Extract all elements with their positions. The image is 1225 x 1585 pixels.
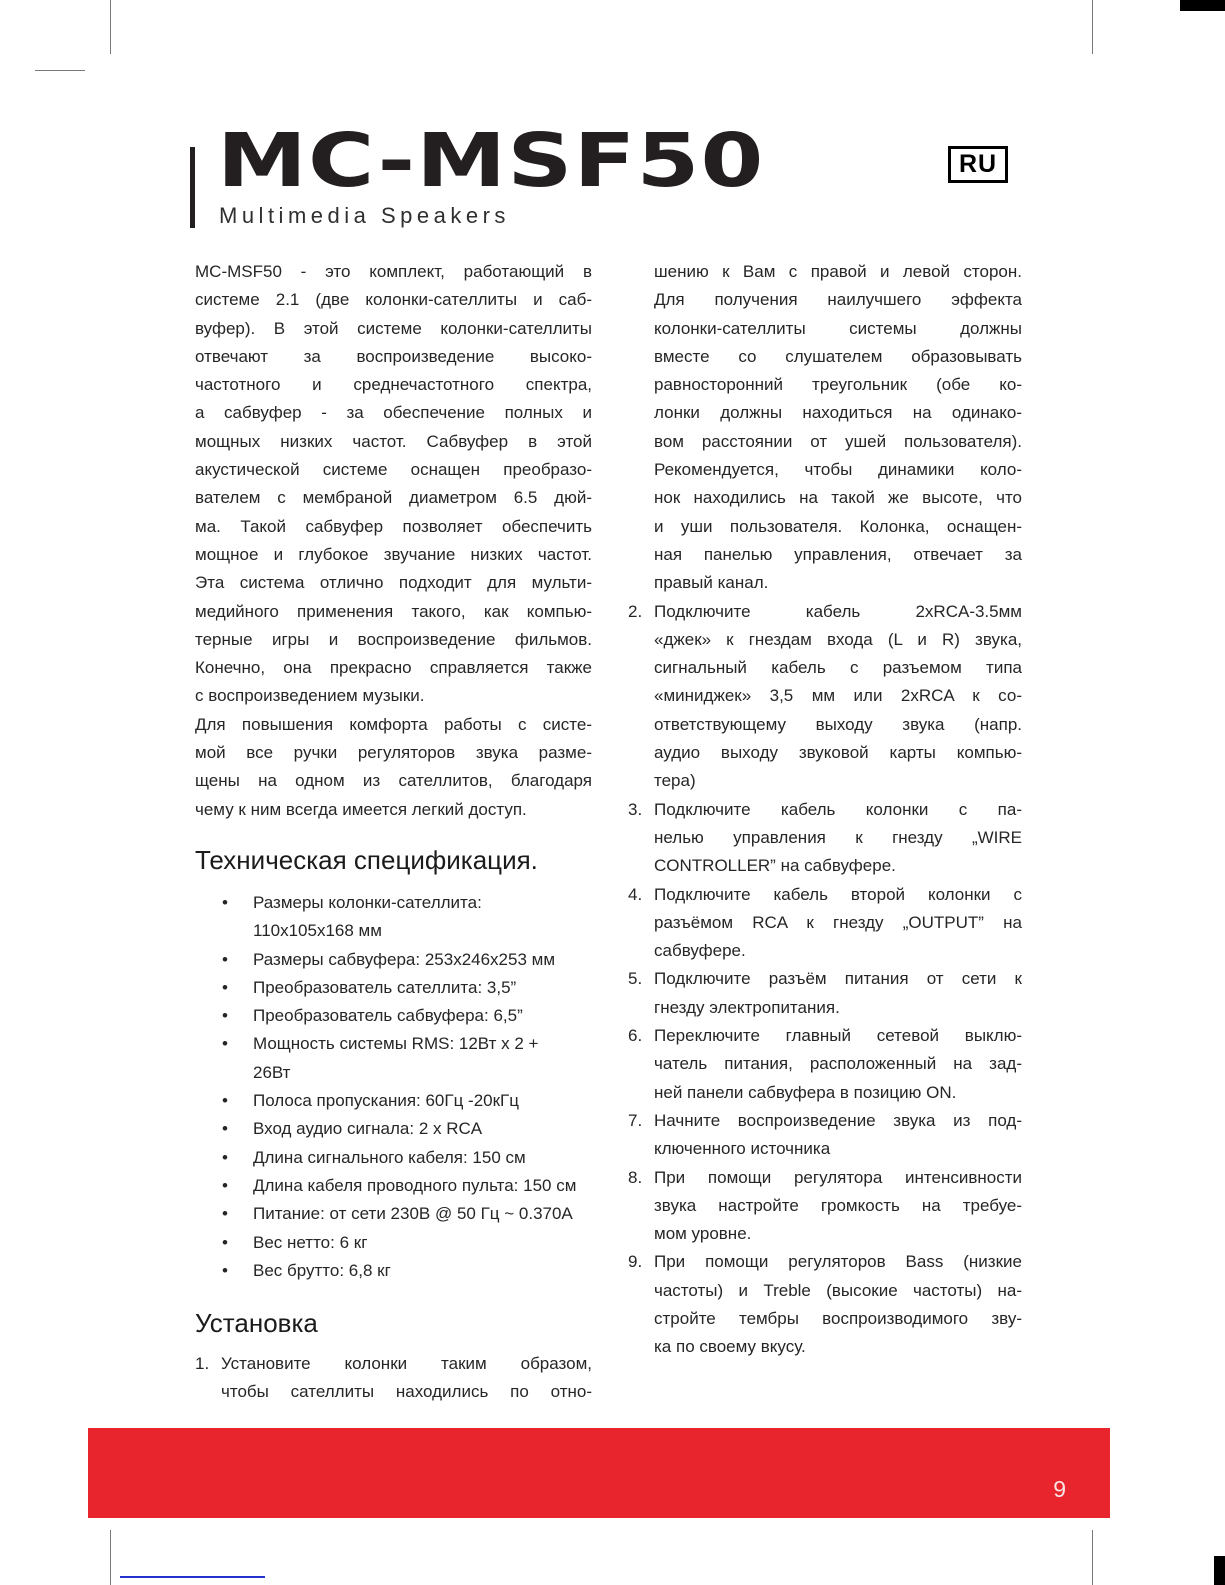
text-line: и уши пользователя. Колонка, оснащен- [654,516,1022,536]
spec-item [195,1087,592,1115]
bullet-icon: • [222,1175,228,1195]
text-line: ка по своему вкусу. [654,1337,806,1357]
bullet-icon: • [222,1147,228,1167]
spec-item [195,1002,592,1030]
text-line: Преобразователь сабвуфера: 6,5” [253,1006,523,1026]
text-line: с воспроизведением музыки. [195,686,425,706]
bullet-icon: • [222,1006,228,1026]
text-line: Начните воспроизведение звука из под- [654,1110,1022,1130]
text-line: При помощи регуляторов Bass (низкие [654,1252,1022,1272]
item-text [654,1164,1022,1249]
text-line: щены на одном из сателлитов, благодаря [195,771,592,791]
item-text [221,1350,592,1407]
item-number: 6. [628,1026,643,1046]
text-line: Вес нетто: 6 кг [253,1232,368,1252]
numbered-item [195,1350,592,1407]
text-line: «миниджек» 3,5 мм или 2xRCA к со- [654,686,1022,706]
text-line: Для получения наилучшего эффекта [654,290,1022,310]
spec-text [253,1257,592,1285]
text-line: системе 2.1 (две колонки-сателлиты и саб- [195,290,592,310]
paragraph [195,258,592,711]
text-line: вателем с мембраной диаметром 6.5 дюй- [195,488,592,508]
text-line: чему к ним всегда имеется легкий доступ. [195,799,527,819]
numbered-item [628,1022,1022,1107]
item-number: 1. [195,1354,210,1374]
numbered-item [628,1164,1022,1249]
instruction-list [628,598,1022,1362]
language-badge: RU [948,146,1008,183]
text-line: Для повышения комфорта работы с систе- [195,714,592,734]
text-line: нок находились на такой же высоте, что [654,488,1022,508]
spec-text [253,889,592,946]
text-line: «джек» к гнездам входа (L и R) звука, [654,629,1022,649]
text-line: акустической системе оснащен преобразо- [195,460,592,480]
text-line: а сабвуфер - за обеспечение полных и [195,403,592,423]
spec-text [253,1030,592,1087]
item-text [654,598,1022,796]
spec-item [195,1172,592,1200]
spec-item [195,1229,592,1257]
bullet-icon: • [222,1260,228,1280]
item-text [654,796,1022,881]
bullet-icon: • [222,1232,228,1252]
spec-item [195,974,592,1002]
spec-list [195,889,592,1285]
item-text [654,881,1022,966]
text-line: чтобы сателлиты находились по отно- [221,1382,592,1402]
item-text [654,965,1022,1022]
spec-text [253,946,592,974]
text-line: Питание: от сети 230В @ 50 Гц ~ 0.370А [253,1204,573,1224]
text-line: Полоса пропускания: 60Гц -20кГц [253,1091,519,1111]
text-line: Размеры сабвуфера: 253х246х253 мм [253,949,556,969]
bullet-icon: • [222,1119,228,1139]
bullet-icon: • [222,949,228,969]
item-number: 8. [628,1167,643,1187]
spec-item [195,946,592,974]
bullet-icon: • [222,1204,228,1224]
text-line: сигнальный кабель с разъемом типа [654,658,1022,678]
text-line: правый канал. [654,573,769,593]
spec-text [253,974,592,1002]
text-line: вуфер). В этой системе колонки-сателлиты [195,318,592,338]
text-line: равносторонний треугольник (обе ко- [654,375,1022,395]
text-line: частотного и среднечастотного спектра, [195,375,592,395]
corner-mark-bottom-right [1214,1556,1225,1585]
spec-item [195,1144,592,1172]
spec-text [253,1229,592,1257]
text-line: сабвуфере. [654,941,746,961]
text-line: CONTROLLER” на сабвуфере. [654,856,896,876]
text-line: ма. Такой сабвуфер позволяет обеспечить [195,516,592,536]
numbered-item [628,965,1022,1022]
page-number: 9 [1053,1476,1066,1502]
text-line: звука настройте громкость на требуе- [654,1195,1022,1215]
text-line: Длина сигнального кабеля: 150 см [253,1147,526,1167]
spec-item [195,1257,592,1285]
spec-item [195,889,592,946]
text-line: мой все ручки регуляторов звука разме- [195,743,592,763]
text-line: Подключите разъём питания от сети к [654,969,1022,989]
text-line: тера) [654,771,696,791]
text-line: ная панелью управления, отвечает за [654,544,1022,564]
spec-text [253,1002,592,1030]
crop-tick-left [35,70,85,71]
numbered-item [628,598,1022,796]
text-line: медийного применения такого, как компью- [195,601,592,621]
product-subtitle: Multimedia Speakers [219,203,510,228]
text-line: вом расстоянии от ушей пользователя). [654,431,1022,451]
text-line: Вход аудио сигнала: 2 х RCA [253,1119,483,1139]
text-line: аудио выходу звуковой карты компью- [654,743,1022,763]
text-line: частоты) и Treble (высокие частоты) на- [654,1280,1022,1300]
item-number: 7. [628,1110,643,1130]
text-line: Эта система отлично подходит для мульти- [195,573,592,593]
text-line: стройте тембры воспроизводимого зву- [654,1308,1022,1328]
right-column [628,258,1022,1362]
item-text [654,1107,1022,1164]
bullet-icon: • [222,1034,228,1054]
text-line: 110х105х168 мм [253,921,382,941]
numbered-item [628,881,1022,966]
spec-item [195,1200,592,1228]
item-number: 2. [628,601,643,621]
text-line: Конечно, она прекрасно справляется также [195,658,592,678]
paragraph [195,711,592,824]
text-line: Вес брутто: 6,8 кг [253,1260,391,1280]
item-number: 3. [628,799,643,819]
text-line: терные игры и воспроизведение фильмов. [195,629,592,649]
text-line: мощное и глубокое звучание низких частот. [195,544,592,564]
text-line: ключенного источника [654,1139,831,1159]
bullet-icon: • [222,892,228,912]
text-line: MC-MSF50 - это комплект, работающий в [195,262,592,281]
crop-mark-bottom-left [110,1530,111,1585]
spec-text [253,1172,592,1200]
crop-mark-top-left [110,0,111,54]
text-line: отвечают за воспроизведение высоко- [195,346,592,366]
text-line: Рекомендуется, чтобы динамики коло- [654,460,1022,480]
text-line: Длина кабеля проводного пульта: 150 см [253,1175,577,1195]
numbered-item [628,1107,1022,1164]
left-column [195,258,592,1407]
crop-mark-top-right [1092,0,1093,54]
text-line: мом уровне. [654,1224,752,1244]
text-line: вместе со слушателем образовывать [654,346,1022,366]
spec-item [195,1115,592,1143]
text-line: чатель питания, расположенный на зад- [654,1054,1022,1074]
text-line: Установите колонки таким образом, [221,1354,592,1374]
text-line: Переключите главный сетевой выклю- [654,1026,1022,1046]
item-text [654,1248,1022,1361]
text-line: Размеры колонки-сателлита: [253,892,482,912]
install-list [195,1350,592,1407]
text-line: мощных низких частот. Сабвуфер в этой [195,431,592,451]
text-line: ответствующему выходу звука (напр. [654,714,1022,734]
text-line: Подключите кабель второй колонки с [654,884,1022,904]
text-line: разъёмом RCA к гнезду „OUTPUT” на [654,912,1022,932]
corner-mark-top-right [1180,0,1225,11]
text-line: 26Вт [253,1062,291,1082]
spec-text [253,1087,592,1115]
text-line: Подключите кабель колонки с па- [654,799,1022,819]
item1-continuation [628,258,1022,598]
title-rule [190,147,195,228]
text-line: гнезду электропитания. [654,997,840,1017]
text-line: Подключите кабель 2xRCA-3.5мм [654,601,1022,621]
text-line: Преобразователь сателлита: 3,5” [253,977,517,997]
text-line: колонки-сателлиты системы должны [654,318,1022,338]
crop-mark-bottom-right [1092,1530,1093,1585]
text-line: лонки должны находиться на одинако- [654,403,1022,423]
item-text [654,1022,1022,1107]
text-line: нелью управления к гнезду „WIRE [654,827,1022,847]
spec-heading: Техническая спецификация. [195,844,538,875]
item-number: 9. [628,1252,643,1272]
text-line: При помощи регулятора интенсивности [654,1167,1022,1187]
bullet-icon: • [222,1091,228,1111]
registration-blue-line [120,1576,265,1578]
text-line: ней панели сабвуфера в позицию ON. [654,1082,957,1102]
install-heading: Установка [195,1308,318,1339]
text-line: шению к Вам с правой и левой сторон. [654,262,1022,281]
spec-text [253,1144,592,1172]
item-number: 4. [628,884,643,904]
spec-item [195,1030,592,1087]
bullet-icon: • [222,977,228,997]
item-number: 5. [628,969,643,989]
numbered-item [628,1248,1022,1361]
footer-bar [88,1428,1110,1518]
text-line: Мощность системы RMS: 12Вт х 2 + [253,1034,539,1054]
numbered-item [628,796,1022,881]
product-title: MC-MSF50 [217,118,765,204]
intro-paragraphs [195,258,592,824]
spec-text [253,1115,592,1143]
spec-text [253,1200,592,1228]
